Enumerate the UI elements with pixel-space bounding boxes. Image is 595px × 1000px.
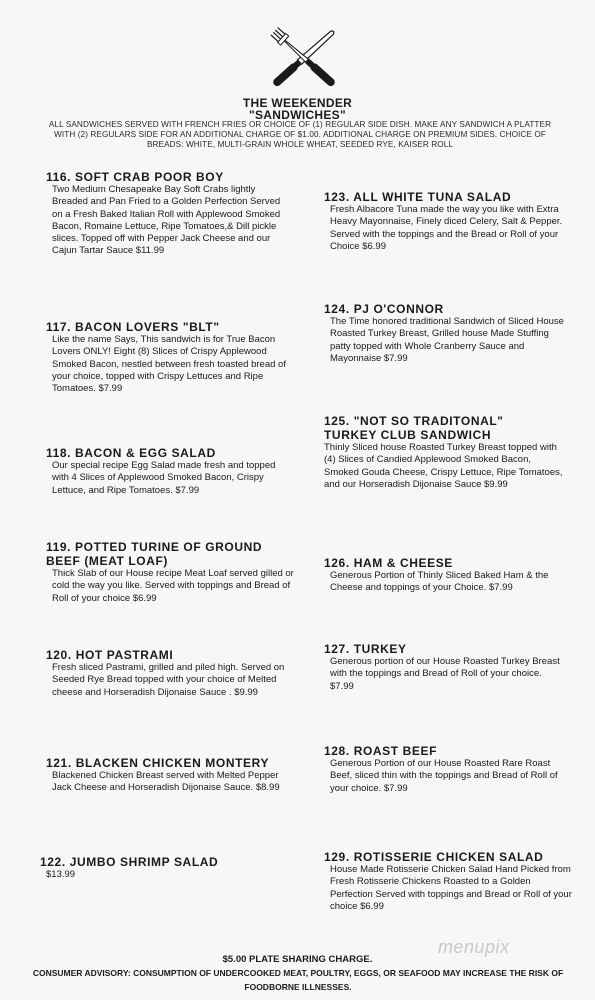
menu-item-description: Our special recipe Egg Salad made fresh and topped with 4 Slices of Applewood Smoked Bacon, Crispy Lettuce, and Ripe Tomatoes. $7.99 bbox=[52, 460, 276, 496]
menu-item-120 bbox=[46, 648, 290, 699]
menu-item-title: 121. BLACKEN CHICKEN MONTERY bbox=[46, 756, 270, 770]
menu-item-title: 125. "NOT SO TRADITONAL" TURKEY CLUB SANDWICH bbox=[324, 414, 504, 442]
menu-item-description: The Time honored traditional Sandwich of Sliced House Roasted Turkey Breast, Grilled house Made Stuffing patty topped with Whole Cranberry Sauce and Mayonnaise $7.99 bbox=[330, 316, 564, 364]
menu-item-129 bbox=[324, 850, 572, 913]
menu-section-subtitle: "SANDWICHES" bbox=[249, 108, 346, 122]
menu-item-description: Thick Slab of our House recipe Meat Loaf served gilled or cold the way you like. Served with toppings and Bread of Roll of your choice $6.99 bbox=[52, 568, 294, 604]
menu-item-description: Thinly Sliced house Roasted Turkey Breast topped with (4) Slices of Candied Applewood Smoked Bacon, Smoked Gouda Cheese, Crispy Lettuce, Ripe Tomatoes, and our Horseradish Dijonaise Sauce $9.99 bbox=[324, 442, 563, 490]
menu-item-title: 123. ALL WHITE TUNA SALAD bbox=[324, 190, 512, 204]
menu-item-description: Fresh Albacore Tuna made the way you like with Extra Heavy Mayonnaise, Finely diced Celery, Salt & Pepper. Served with the toppings and the Bread or Roll of your Choice $6.99 bbox=[330, 204, 563, 252]
menu-item-127 bbox=[324, 642, 564, 693]
menu-item-119 bbox=[46, 540, 296, 605]
menu-item-126 bbox=[324, 556, 564, 595]
menu-item-description: $13.99 bbox=[46, 869, 76, 880]
menu-item-title: 127. TURKEY bbox=[324, 642, 407, 656]
menu-item-title: 126. HAM & CHEESE bbox=[324, 556, 453, 570]
menu-item-title: 122. JUMBO SHRIMP SALAD bbox=[40, 855, 219, 869]
crossed-fork-knife-icon bbox=[262, 24, 346, 92]
menu-item-description: Two Medium Chesapeake Bay Soft Crabs lightly Breaded and Pan Fried to a Golden Perfection Served on a Fresh Baked Italian Roll with Applewood Smoked Bacon, Romaine Lettuce, Ripe Tomatoes,& Dill pickle slices. Topped off with Pepper Jack Cheese and our Cajun Tartar Sauce $11.99 bbox=[52, 184, 281, 257]
menu-item-title: 116. SOFT CRAB POOR BOY bbox=[46, 170, 224, 184]
sandwich-intro-text: ALL SANDWICHES SERVED WITH FRENCH FRIES OR CHOICE OF (1) REGULAR SIDE DISH. MAKE ANY SANDWICH A PLATTER WITH (2) REGULARS SIDE FOR AN ADDITIONAL CHARGE OF $1.00. ADDITIONAL CHARGE ON PREMIUM SIDES. CHOICE OF BREADS: WHITE, MULTI-GRAIN WHOLE WHEAT, SEEDED RYE, KAISER ROLL bbox=[48, 120, 552, 149]
menu-item-description: Generous portion of our House Roasted Turkey Breast with the toppings and Bread of Roll of your choice. $7.99 bbox=[330, 656, 560, 692]
menu-item-128 bbox=[324, 744, 564, 795]
menu-item-description: House Made Rotisserie Chicken Salad Hand Picked from Fresh Rotisserie Chickens Roasted to a Golden Perfection Served with toppings and Bread or Roll of your choice $6.99 bbox=[330, 864, 572, 912]
consumer-advisory: CONSUMER ADVISORY: CONSUMPTION OF UNDERCOOKED MEAT, POULTRY, EGGS, OR SEAFOOD MAY INCREASE THE RISK OF FOODBORNE ILLNESSES. bbox=[32, 968, 564, 992]
menu-item-description: Generous Portion of Thinly Sliced Baked Ham & the Cheese and toppings of your Choice. $7.99 bbox=[330, 570, 549, 594]
menu-item-title: 128. ROAST BEEF bbox=[324, 744, 438, 758]
menu-item-title: 118. BACON & EGG SALAD bbox=[46, 446, 216, 460]
menu-item-title: 117. BACON LOVERS "BLT" bbox=[46, 320, 220, 334]
menu-item-118 bbox=[46, 446, 294, 497]
menu-item-description: Blackened Chicken Breast served with Melted Pepper Jack Cheese and Horseradish Dijonaise Sauce. $8.99 bbox=[52, 770, 280, 794]
menu-item-title: 119. POTTED TURINE OF GROUND BEEF (MEAT LOAF) bbox=[46, 540, 263, 568]
menu-item-description: Generous Portion of our House Roasted Rare Roast Beef, sliced thin with the toppings and Bread of Roll of your choice. $7.99 bbox=[330, 758, 558, 794]
menu-item-description: Fresh sliced Pastrami, grilled and piled high. Served on Seeded Rye Bread topped with your choice of Melted cheese and Horseradish Dijonaise Sauce . $9.99 bbox=[52, 662, 285, 698]
menu-item-title: 120. HOT PASTRAMI bbox=[46, 648, 174, 662]
menu-item-122 bbox=[40, 855, 290, 881]
menu-item-title: 129. ROTISSERIE CHICKEN SALAD bbox=[324, 850, 544, 864]
menu-item-125 bbox=[324, 414, 564, 491]
plate-sharing-charge: $5.00 PLATE SHARING CHARGE. bbox=[222, 954, 373, 965]
menu-item-121 bbox=[46, 756, 296, 795]
menupix-watermark: menupix bbox=[438, 937, 510, 957]
menu-item-116 bbox=[46, 170, 290, 258]
menu-item-124 bbox=[324, 302, 564, 365]
menu-item-123 bbox=[324, 190, 564, 253]
menu-item-title: 124. PJ O'CONNOR bbox=[324, 302, 444, 316]
menu-section-title: THE WEEKENDER bbox=[242, 96, 353, 110]
menu-item-description: Like the name Says, This sandwich is for True Bacon Lovers ONLY! Eight (8) Slices of Crispy Applewood Smoked Bacon, nestled between fresh toasted bread of your choice, topped with Crispy Lettuces and Ripe Tomatoes. $7.99 bbox=[52, 334, 286, 395]
menu-item-117 bbox=[46, 320, 294, 395]
